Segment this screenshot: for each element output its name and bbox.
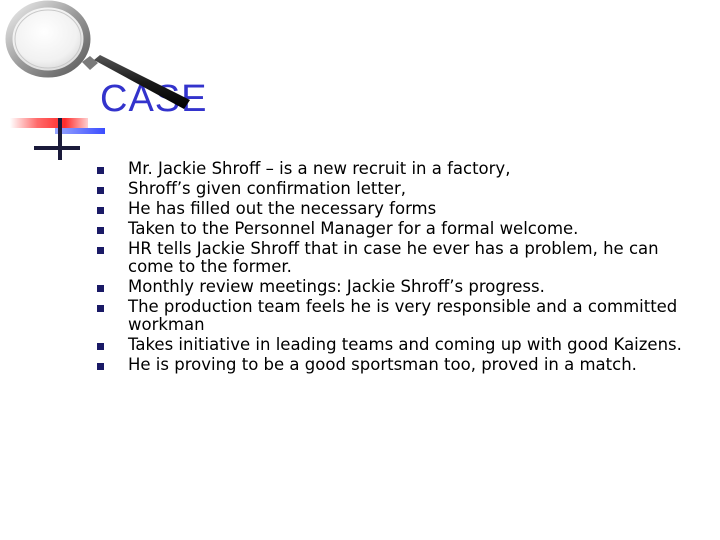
bullet-item [95,356,695,374]
bullet-text: The production team feels he is very responsible and a committed workman [128,297,678,334]
square-bullet-icon [97,207,104,214]
square-bullet-icon [97,363,104,370]
magnifying-glass-icon [0,0,190,115]
square-bullet-icon [97,227,104,234]
bullet-item [95,240,695,276]
bullet-text: He has filled out the necessary forms [128,199,437,218]
accent-bar-horizontal [34,146,80,150]
bullet-text: Takes initiative in leading teams and coming up with good Kaizens. [128,335,682,354]
bullet-text: Taken to the Personnel Manager for a formal welcome. [128,219,579,238]
square-bullet-icon [97,167,104,174]
bullet-text: Mr. Jackie Shroff – is a new recruit in a factory, [128,159,511,178]
square-bullet-icon [97,247,104,254]
square-bullet-icon [97,285,104,292]
accent-bar-vertical [58,118,62,160]
slide-title: CASE [100,78,208,120]
bullet-item [95,298,695,334]
bullet-item [95,220,695,238]
bullet-list [95,160,695,376]
square-bullet-icon [97,343,104,350]
accent-bar-red [10,118,88,128]
bullet-text: Shroff’s given confirmation letter, [128,179,406,198]
bullet-item [95,278,695,296]
square-bullet-icon [97,305,104,312]
bullet-item [95,200,695,218]
bullet-item [95,160,695,178]
bullet-text: HR tells Jackie Shroff that in case he ever has a problem, he can come to the former. [128,239,659,276]
bullet-text: He is proving to be a good sportsman too, proved in a match. [128,355,637,374]
accent-bar-blue [55,128,105,134]
square-bullet-icon [97,187,104,194]
bullet-text: Monthly review meetings: Jackie Shroff’s progress. [128,277,545,296]
bullet-item [95,336,695,354]
bullet-item [95,180,695,198]
